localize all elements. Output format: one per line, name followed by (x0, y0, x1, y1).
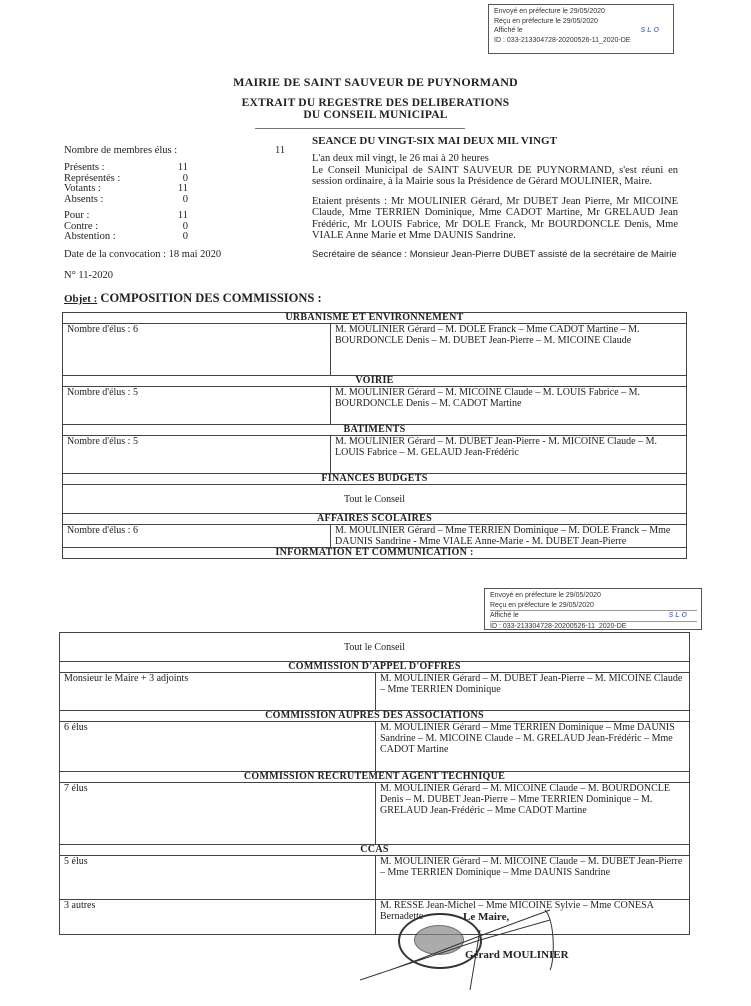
appel-members: M. MOULINIER Gérard – M. DUBET Jean-Pierre – M. MICOINE Claude – Mme TERRIEN Dominique (376, 673, 690, 711)
information-members: Tout le Conseil (60, 633, 690, 662)
stamp-sent-line: Envoyé en préfecture le 29/05/2020 (494, 8, 605, 15)
stamp-id-line: ID : 033-213304728-20200526-11_2020-DE (494, 36, 631, 44)
presents-paragraph: Etaient présents : Mr MOULINIER Gérard, Mr DUBET Jean Pierre, Mr MICOINE Claude, Mme TERRIEN Dominique, Mme CADOT Martine, Mr GRELAUD Jean Frédéric, Mr LOUIS Fabrice, Mr DOLE Franck, Mr BOURDONCLE Denis, Mme VIALE Anne Marie et Mme DAUNIS Sandrine. (312, 195, 678, 241)
vote-stats (64, 145, 286, 281)
presents-label: Présents : (64, 162, 105, 173)
ccas-autres-members: M. RESSE Jean-Michel – Mme MICOINE Sylvie – Mme CONESA Bernadette (376, 900, 690, 935)
secretaire-paragraph: Secrétaire de séance : Monsieur Jean-Pierre DUBET assisté de la secrétaire de Mairie (312, 248, 677, 260)
abstention-label: Abstention : (64, 231, 116, 242)
membres-row (64, 145, 286, 156)
appel-title: COMMISSION D'APPEL D'OFFRES (60, 662, 690, 673)
absents-value: 0 (182, 193, 188, 205)
stamp-posted-row (490, 611, 697, 622)
extrait-title-line1: EXTRAIT DU REGESTRE DES DELIBERATIONS (241, 97, 510, 109)
associations-title: COMMISSION AUPRES DES ASSOCIATIONS (60, 711, 690, 722)
slo-logo-icon: SLO (668, 612, 689, 619)
ccas-autres-count: 3 autres (60, 900, 376, 935)
abstention-value: 0 (182, 231, 188, 242)
intro-text (312, 153, 678, 260)
voirie-title: VOIRIE (63, 376, 687, 387)
stamp-sent-line: Envoyé en préfecture le 29/05/2020 (490, 592, 601, 599)
scolaires-count: Nombre d'élus : 6 (63, 525, 331, 548)
urbanisme-count: Nombre d'élus : 6 (63, 324, 331, 376)
appel-count: Monsieur le Maire + 3 adjoints (60, 673, 376, 711)
ccas-elus-members: M. MOULINIER Gérard – M. MICOINE Claude – M. DUBET Jean-Pierre – Mme TERRIEN Dominique – Mme DAUNIS Sandrine (376, 856, 690, 900)
presence-table (64, 163, 188, 205)
stamp-id-line: ID : 033-213304728-20200526-11_2020-DE (490, 622, 627, 630)
batiments-title: BATIMENTS (63, 425, 687, 436)
contre-label: Contre : (64, 220, 99, 232)
commissions-table-page1 (62, 312, 687, 559)
contre-value: 0 (182, 220, 188, 232)
prefecture-stamp-top (488, 4, 674, 54)
finances-members: Tout le Conseil (63, 485, 687, 514)
stamp-posted-line: Affiché le (494, 27, 523, 34)
batiments-members: M. MOULINIER Gérard – M. DUBET Jean-Pierre - M. MICOINE Claude – M. LOUIS Fabrice – M. GELAUD Jean-Frédéric (331, 436, 687, 474)
ccas-elus-count: 5 élus (60, 856, 376, 900)
associations-members: M. MOULINIER Gérard – Mme TERRIEN Dominique – Mme DAUNIS Sandrine – M. MICOINE Claude – M. GRELAUD Jean-Frédéric – Mme CADOT Martine (376, 722, 690, 772)
slo-logo-icon: SLO (640, 27, 661, 34)
objet-label: Objet : (64, 293, 98, 305)
prefecture-stamp-bottom (484, 588, 702, 630)
stamp-posted-row (494, 26, 669, 36)
vote-table (64, 211, 188, 243)
batiments-count: Nombre d'élus : 5 (63, 436, 331, 474)
objet-title: COMPOSITION DES COMMISSIONS : (100, 291, 322, 305)
voirie-count: Nombre d'élus : 5 (63, 387, 331, 425)
signature-name: Gérard MOULINIER (465, 949, 569, 961)
scolaires-title: AFFAIRES SCOLAIRES (63, 514, 687, 525)
recrutement-count: 7 élus (60, 783, 376, 845)
stamp-received-line: Reçu en préfecture le 29/05/2020 (494, 17, 598, 25)
finances-title: FINANCES BUDGETS (63, 474, 687, 485)
membres-label: Nombre de membres élus : (64, 145, 178, 156)
ccas-title: CCAS (60, 845, 690, 856)
votants-label: Votants : (64, 183, 101, 194)
voirie-members: M. MOULINIER Gérard – M. MICOINE Claude – M. LOUIS Fabrice – M. BOURDONCLE Denis – M. CADOT Martine (331, 387, 687, 425)
intro-conseil-paragraph: Le Conseil Municipal de SAINT SAUVEUR DE PUYNORMAND, s'est réuni en session ordinaire, à la Mairie sous la Présidence de Gérard MOULINIER, Maire. (312, 164, 678, 187)
recrutement-members: M. MOULINIER Gérard – M. MICOINE Claude – M. BOURDONCLE Denis – M. DUBET Jean-Pierre – Mme TERRIEN Dominique – M. GRELAUD Jean-Frédéric – Mme CADOT Martine (376, 783, 690, 845)
representes-label: Représentés : (64, 172, 121, 184)
associations-count: 6 élus (60, 722, 376, 772)
mairie-title: MAIRIE DE SAINT SAUVEUR DE PUYNORMAND (233, 75, 518, 89)
presents-value: 11 (177, 162, 188, 173)
urbanisme-members: M. MOULINIER Gérard – M. DOLE Franck – Mme CADOT Martine – M. BOURDONCLE Denis – M. DUBET Jean-Pierre – M. MICOINE Claude (331, 324, 687, 376)
pour-label: Pour : (64, 210, 90, 221)
intro-date-line: L'an deux mil vingt, le 26 mai à 20 heures (312, 153, 489, 164)
absents-label: Absents : (64, 193, 104, 205)
membres-value: 11 (275, 145, 286, 156)
stamp-posted-line: Affiché le (490, 612, 519, 619)
objet-heading (64, 291, 322, 306)
signature-scribble-icon (360, 900, 560, 990)
pour-value: 11 (177, 210, 188, 221)
commissions-table-page2 (59, 632, 690, 935)
header-divider (255, 128, 465, 129)
votants-value: 11 (177, 183, 188, 194)
convocation-date: Date de la convocation : 18 mai 2020 (64, 248, 222, 260)
representes-value: 0 (182, 172, 188, 184)
stamp-received-line: Reçu en préfecture le 29/05/2020 (490, 601, 697, 612)
seance-title: SEANCE DU VINGT-SIX MAI DEUX MIL VINGT (312, 135, 557, 147)
signature-title: Le Maire, (463, 911, 510, 923)
recrutement-title: COMMISSION RECRUTEMENT AGENT TECHNIQUE (60, 772, 690, 783)
scolaires-members: M. MOULINIER Gérard – Mme TERRIEN Dominique – M. DOLE Franck – Mme DAUNIS Sandrine - Mme VIALE Anne-Marie - M. DUBET Jean-Pierre (331, 525, 687, 548)
extrait-title-line2: DU CONSEIL MUNICIPAL (303, 109, 448, 121)
deliberation-number: N° 11-2020 (64, 269, 114, 281)
information-title: INFORMATION ET COMMUNICATION : (63, 548, 687, 559)
urbanisme-title: URBANISME ET ENVIRONNEMENT (63, 313, 687, 324)
